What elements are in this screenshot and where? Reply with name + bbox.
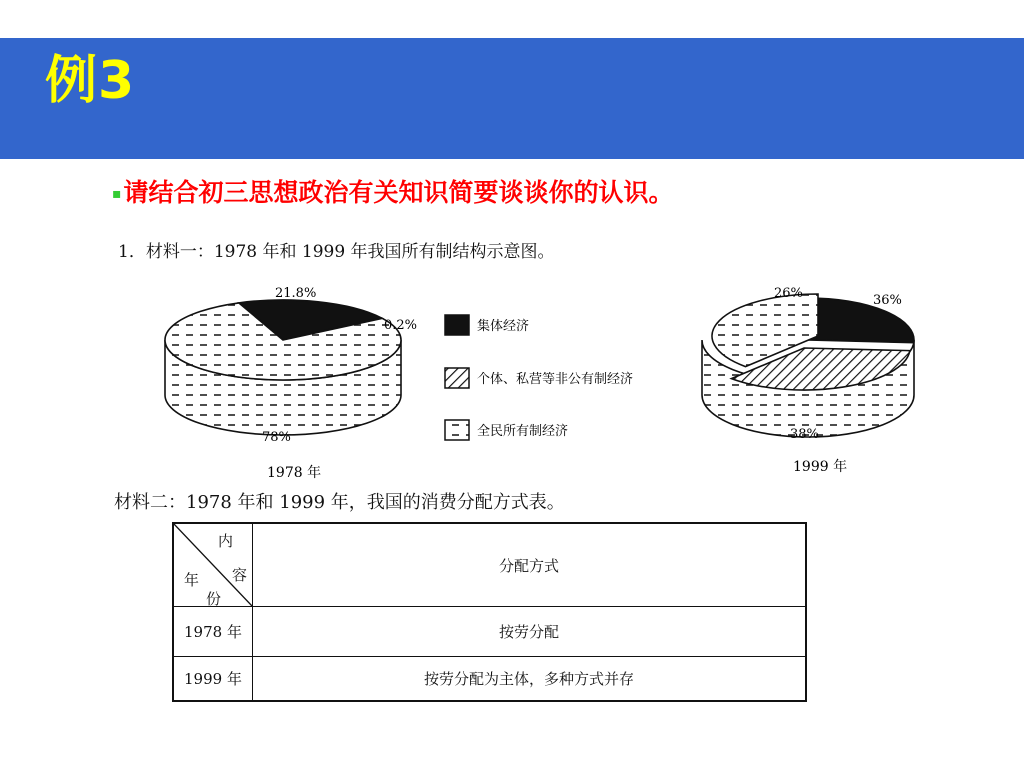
legend-swatch-state xyxy=(445,420,469,440)
label-1999-state: 38% xyxy=(790,427,819,442)
row-year: 1999 年 xyxy=(173,657,253,701)
label-1978-private: 0.2% xyxy=(384,318,418,333)
corner-content-right: 容 xyxy=(232,566,248,584)
slide-title: 例3 xyxy=(45,51,136,111)
row-value: 按劳分配为主体，多种方式并存 xyxy=(253,657,807,701)
legend-label-state: 全民所有制经济 xyxy=(477,424,569,439)
corner-header-cell xyxy=(173,523,253,607)
distribution-table xyxy=(172,522,807,702)
material2-caption: 材料二：1978 年和 1999 年，我国的消费分配方式表。 xyxy=(114,492,565,513)
corner-year-bottom: 份 xyxy=(206,590,222,608)
label-1978-collective: 21.8% xyxy=(275,286,317,301)
bullet-icon: ▪ xyxy=(112,185,122,202)
chart-legend xyxy=(445,315,633,440)
table-row xyxy=(173,657,806,701)
corner-content-top: 内 xyxy=(218,532,234,550)
corner-year-left: 年 xyxy=(184,571,200,589)
legend-label-collective: 集体经济 xyxy=(477,319,530,334)
ownership-charts xyxy=(100,280,930,489)
year-label-1978: 1978 年 xyxy=(267,465,322,481)
legend-swatch-collective xyxy=(445,315,469,335)
row-year: 1978 年 xyxy=(173,607,253,657)
label-1999-collective: 26% xyxy=(774,286,803,301)
table-header-row xyxy=(173,523,806,607)
material1-caption: 1．材料一：1978 年和 1999 年我国所有制结构示意图。 xyxy=(118,242,555,262)
question-label: 请结合初三思想政治有关知识简要谈谈你的认识。 xyxy=(123,178,674,207)
row-value: 按劳分配 xyxy=(253,607,807,657)
legend-swatch-private xyxy=(445,368,469,388)
label-1978-state: 78% xyxy=(262,430,291,445)
pie-chart-1978 xyxy=(165,300,401,435)
pie-charts-figure xyxy=(100,280,930,485)
legend-label-private: 个体、私营等非公有制经济 xyxy=(477,372,634,387)
table-row xyxy=(173,607,806,657)
label-1999-private: 36% xyxy=(873,293,902,308)
question-text xyxy=(112,178,674,208)
header-distribution-method: 分配方式 xyxy=(253,523,807,607)
pie-chart-1999 xyxy=(702,294,914,437)
year-label-1999: 1999 年 xyxy=(793,459,848,475)
title-bar xyxy=(0,38,1024,159)
